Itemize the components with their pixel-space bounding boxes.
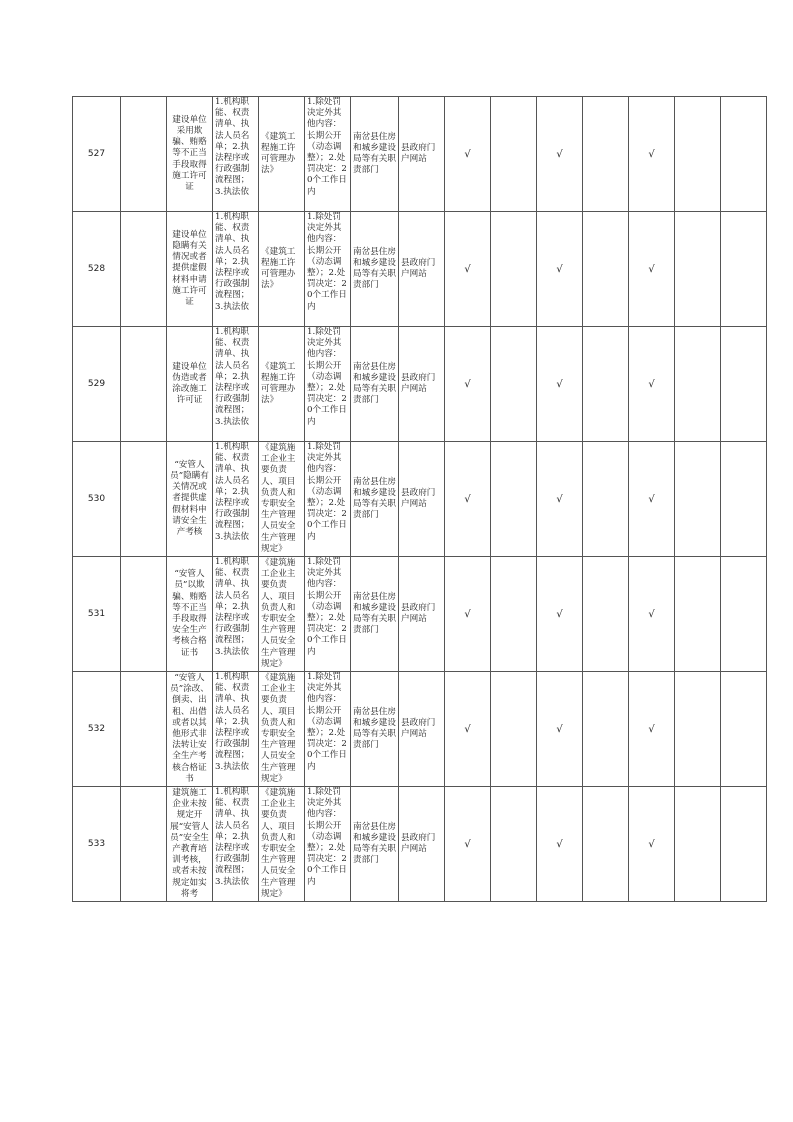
channel-cell <box>399 442 445 557</box>
blank-cell <box>721 212 767 327</box>
check-cell-1 <box>445 327 491 442</box>
blank-cell <box>121 327 167 442</box>
law-cell <box>259 672 305 787</box>
check-cell-2 <box>537 327 583 442</box>
law-cell <box>259 442 305 557</box>
content-cell <box>305 97 351 212</box>
blank-cell <box>583 442 629 557</box>
law-cell <box>259 787 305 902</box>
law-text: 《建筑施工企业主要负责人、项目负责人和专职安全生产管理人员安全生产管理规定》 <box>261 557 296 669</box>
check-cell-3 <box>629 212 675 327</box>
blank-cell <box>721 557 767 672</box>
row-number: 532 <box>73 672 121 787</box>
blank-cell <box>583 672 629 787</box>
check-cell-3 <box>629 327 675 442</box>
check-mark-1: √ <box>464 263 471 275</box>
channel-text: 县政府门户网站 <box>401 372 436 394</box>
basis-cell <box>213 327 259 442</box>
check-cell-3 <box>629 442 675 557</box>
subject-cell <box>351 442 399 557</box>
check-mark-1: √ <box>464 608 471 620</box>
channel-text: 县政府门户网站 <box>401 602 436 624</box>
content-cell <box>305 672 351 787</box>
check-cell-2 <box>537 672 583 787</box>
blank-cell <box>491 97 537 212</box>
blank-cell <box>583 327 629 442</box>
subject-text: 南岔县住房和城乡建设局等有关职责部门 <box>353 706 396 751</box>
item-text: “安管人员”隐瞒有关情况或者提供虚假材料申请安全生产考核 <box>170 459 209 537</box>
check-cell-2 <box>537 212 583 327</box>
subject-cell <box>351 97 399 212</box>
blank-cell <box>491 557 537 672</box>
table-row <box>73 442 767 557</box>
blank-cell <box>121 442 167 557</box>
blank-cell <box>721 442 767 557</box>
basis-text: 1.机构职能、权责清单、执法人员名单；2.执法程序或行政强制流程图；3.执法依 <box>215 327 250 427</box>
subject-text: 南岔县住房和城乡建设局等有关职责部门 <box>353 821 396 866</box>
basis-text: 1.机构职能、权责清单、执法人员名单；2.执法程序或行政强制流程图；3.执法依 <box>215 787 250 887</box>
channel-cell <box>399 327 445 442</box>
blank-cell <box>583 212 629 327</box>
blank-cell <box>721 97 767 212</box>
basis-cell <box>213 442 259 557</box>
row-number: 531 <box>73 557 121 672</box>
blank-cell <box>491 442 537 557</box>
check-mark-2: √ <box>556 148 563 160</box>
content-cell <box>305 787 351 902</box>
check-cell-3 <box>629 787 675 902</box>
content-text: 1.除处罚决定外其他内容：长期公开（动态调整）；2.处罚决定：20个工作日内 <box>307 787 347 887</box>
item-text: “安管人员”涂改、倒卖、出租、出借或者以其他形式非法转让安全生产考核合格证书 <box>170 672 209 784</box>
content-text: 1.除处罚决定外其他内容：长期公开（动态调整）；2.处罚决定：20个工作日内 <box>307 672 347 772</box>
basis-text: 1.机构职能、权责清单、执法人员名单；2.执法程序或行政强制流程图；3.执法依 <box>215 212 250 312</box>
row-number: 533 <box>73 787 121 902</box>
basis-cell <box>213 787 259 902</box>
check-cell-1 <box>445 672 491 787</box>
law-cell <box>259 97 305 212</box>
check-mark-3: √ <box>648 723 655 735</box>
subject-text: 南岔县住房和城乡建设局等有关职责部门 <box>353 131 396 176</box>
blank-cell <box>721 672 767 787</box>
law-text: 《建筑工程施工许可管理办法》 <box>261 246 296 291</box>
content-text: 1.除处罚决定外其他内容：长期公开（动态调整）；2.处罚决定：20个工作日内 <box>307 327 347 427</box>
blank-cell <box>121 557 167 672</box>
check-mark-3: √ <box>648 378 655 390</box>
check-cell-3 <box>629 97 675 212</box>
item-cell <box>167 787 213 902</box>
check-mark-2: √ <box>556 263 563 275</box>
basis-text: 1.机构职能、权责清单、执法人员名单；2.执法程序或行政强制流程图；3.执法依 <box>215 442 250 542</box>
channel-cell <box>399 97 445 212</box>
check-mark-2: √ <box>556 378 563 390</box>
check-mark-3: √ <box>648 148 655 160</box>
item-cell <box>167 97 213 212</box>
check-mark-1: √ <box>464 148 471 160</box>
blank-cell <box>721 327 767 442</box>
check-mark-1: √ <box>464 378 471 390</box>
blank-cell <box>583 787 629 902</box>
item-text: “安管人员”以欺骗、贿赂等不正当手段取得安全生产考核合格证书 <box>172 569 207 658</box>
check-mark-3: √ <box>648 838 655 850</box>
check-cell-2 <box>537 442 583 557</box>
item-cell <box>167 442 213 557</box>
blank-cell <box>491 787 537 902</box>
blank-cell <box>121 787 167 902</box>
disclosure-table <box>72 96 767 902</box>
check-cell-3 <box>629 557 675 672</box>
blank-cell <box>675 212 721 327</box>
item-text: 建设单位伪造或者涂改施工许可证 <box>172 361 207 406</box>
subject-cell <box>351 672 399 787</box>
content-cell <box>305 442 351 557</box>
basis-cell <box>213 672 259 787</box>
blank-cell <box>121 212 167 327</box>
item-cell <box>167 672 213 787</box>
blank-cell <box>491 212 537 327</box>
basis-cell <box>213 212 259 327</box>
subject-text: 南岔县住房和城乡建设局等有关职责部门 <box>353 361 396 406</box>
table-row <box>73 557 767 672</box>
basis-text: 1.机构职能、权责清单、执法人员名单；2.执法程序或行政强制流程图；3.执法依 <box>215 557 250 657</box>
law-text: 《建筑工程施工许可管理办法》 <box>261 131 296 176</box>
basis-cell <box>213 97 259 212</box>
blank-cell <box>675 327 721 442</box>
check-mark-2: √ <box>556 608 563 620</box>
check-cell-1 <box>445 557 491 672</box>
row-number: 527 <box>73 97 121 212</box>
content-cell <box>305 327 351 442</box>
check-cell-1 <box>445 212 491 327</box>
subject-text: 南岔县住房和城乡建设局等有关职责部门 <box>353 246 396 291</box>
item-text: 建设单位采用欺骗、贿赂等不正当手段取得施工许可证 <box>172 114 207 192</box>
law-cell <box>259 327 305 442</box>
basis-cell <box>213 557 259 672</box>
blank-cell <box>675 442 721 557</box>
row-number: 530 <box>73 442 121 557</box>
content-text: 1.除处罚决定外其他内容：长期公开（动态调整）；2.处罚决定：20个工作日内 <box>307 557 347 657</box>
check-mark-1: √ <box>464 723 471 735</box>
channel-text: 县政府门户网站 <box>401 717 436 739</box>
row-number: 529 <box>73 327 121 442</box>
check-cell-2 <box>537 97 583 212</box>
subject-cell <box>351 787 399 902</box>
table-row <box>73 327 767 442</box>
item-text: 建筑施工企业未按规定开展“安管人员”安全生产教育培训考核，或者未按规定如实将考 <box>170 787 209 899</box>
check-cell-2 <box>537 787 583 902</box>
content-cell <box>305 212 351 327</box>
blank-cell <box>675 557 721 672</box>
table-row <box>73 97 767 212</box>
subject-cell <box>351 327 399 442</box>
law-text: 《建筑工程施工许可管理办法》 <box>261 361 296 406</box>
row-number: 528 <box>73 212 121 327</box>
table-row <box>73 672 767 787</box>
blank-cell <box>583 557 629 672</box>
channel-text: 县政府门户网站 <box>401 487 436 509</box>
blank-cell <box>121 672 167 787</box>
channel-text: 县政府门户网站 <box>401 832 436 854</box>
item-text: 建设单位隐瞒有关情况或者提供虚假材料申请施工许可证 <box>172 229 207 307</box>
law-text: 《建筑施工企业主要负责人、项目负责人和专职安全生产管理人员安全生产管理规定》 <box>261 787 296 899</box>
law-cell <box>259 557 305 672</box>
check-mark-1: √ <box>464 493 471 505</box>
content-cell <box>305 557 351 672</box>
item-cell <box>167 327 213 442</box>
content-text: 1.除处罚决定外其他内容：长期公开（动态调整）；2.处罚决定：20个工作日内 <box>307 212 347 312</box>
check-mark-1: √ <box>464 838 471 850</box>
item-cell <box>167 212 213 327</box>
check-mark-3: √ <box>648 493 655 505</box>
channel-cell <box>399 672 445 787</box>
content-text: 1.除处罚决定外其他内容：长期公开（动态调整）；2.处罚决定：20个工作日内 <box>307 442 347 542</box>
channel-text: 县政府门户网站 <box>401 142 436 164</box>
law-text: 《建筑施工企业主要负责人、项目负责人和专职安全生产管理人员安全生产管理规定》 <box>261 442 296 554</box>
check-cell-3 <box>629 672 675 787</box>
channel-cell <box>399 557 445 672</box>
blank-cell <box>721 787 767 902</box>
law-text: 《建筑施工企业主要负责人、项目负责人和专职安全生产管理人员安全生产管理规定》 <box>261 672 296 784</box>
check-mark-3: √ <box>648 608 655 620</box>
law-cell <box>259 212 305 327</box>
blank-cell <box>675 97 721 212</box>
blank-cell <box>491 327 537 442</box>
basis-text: 1.机构职能、权责清单、执法人员名单；2.执法程序或行政强制流程图；3.执法依 <box>215 672 250 772</box>
check-cell-1 <box>445 97 491 212</box>
item-cell <box>167 557 213 672</box>
check-mark-2: √ <box>556 838 563 850</box>
table-row <box>73 787 767 902</box>
content-text: 1.除处罚决定外其他内容：长期公开（动态调整）；2.处罚决定：20个工作日内 <box>307 97 347 197</box>
check-cell-2 <box>537 557 583 672</box>
channel-text: 县政府门户网站 <box>401 257 436 279</box>
channel-cell <box>399 787 445 902</box>
channel-cell <box>399 212 445 327</box>
table-row <box>73 212 767 327</box>
blank-cell <box>121 97 167 212</box>
blank-cell <box>491 672 537 787</box>
basis-text: 1.机构职能、权责清单、执法人员名单；2.执法程序或行政强制流程图；3.执法依 <box>215 97 250 197</box>
subject-cell <box>351 557 399 672</box>
blank-cell <box>675 672 721 787</box>
check-mark-2: √ <box>556 493 563 505</box>
subject-text: 南岔县住房和城乡建设局等有关职责部门 <box>353 591 396 636</box>
blank-cell <box>675 787 721 902</box>
check-cell-1 <box>445 442 491 557</box>
subject-text: 南岔县住房和城乡建设局等有关职责部门 <box>353 476 396 521</box>
check-cell-1 <box>445 787 491 902</box>
blank-cell <box>583 97 629 212</box>
check-mark-3: √ <box>648 263 655 275</box>
subject-cell <box>351 212 399 327</box>
check-mark-2: √ <box>556 723 563 735</box>
